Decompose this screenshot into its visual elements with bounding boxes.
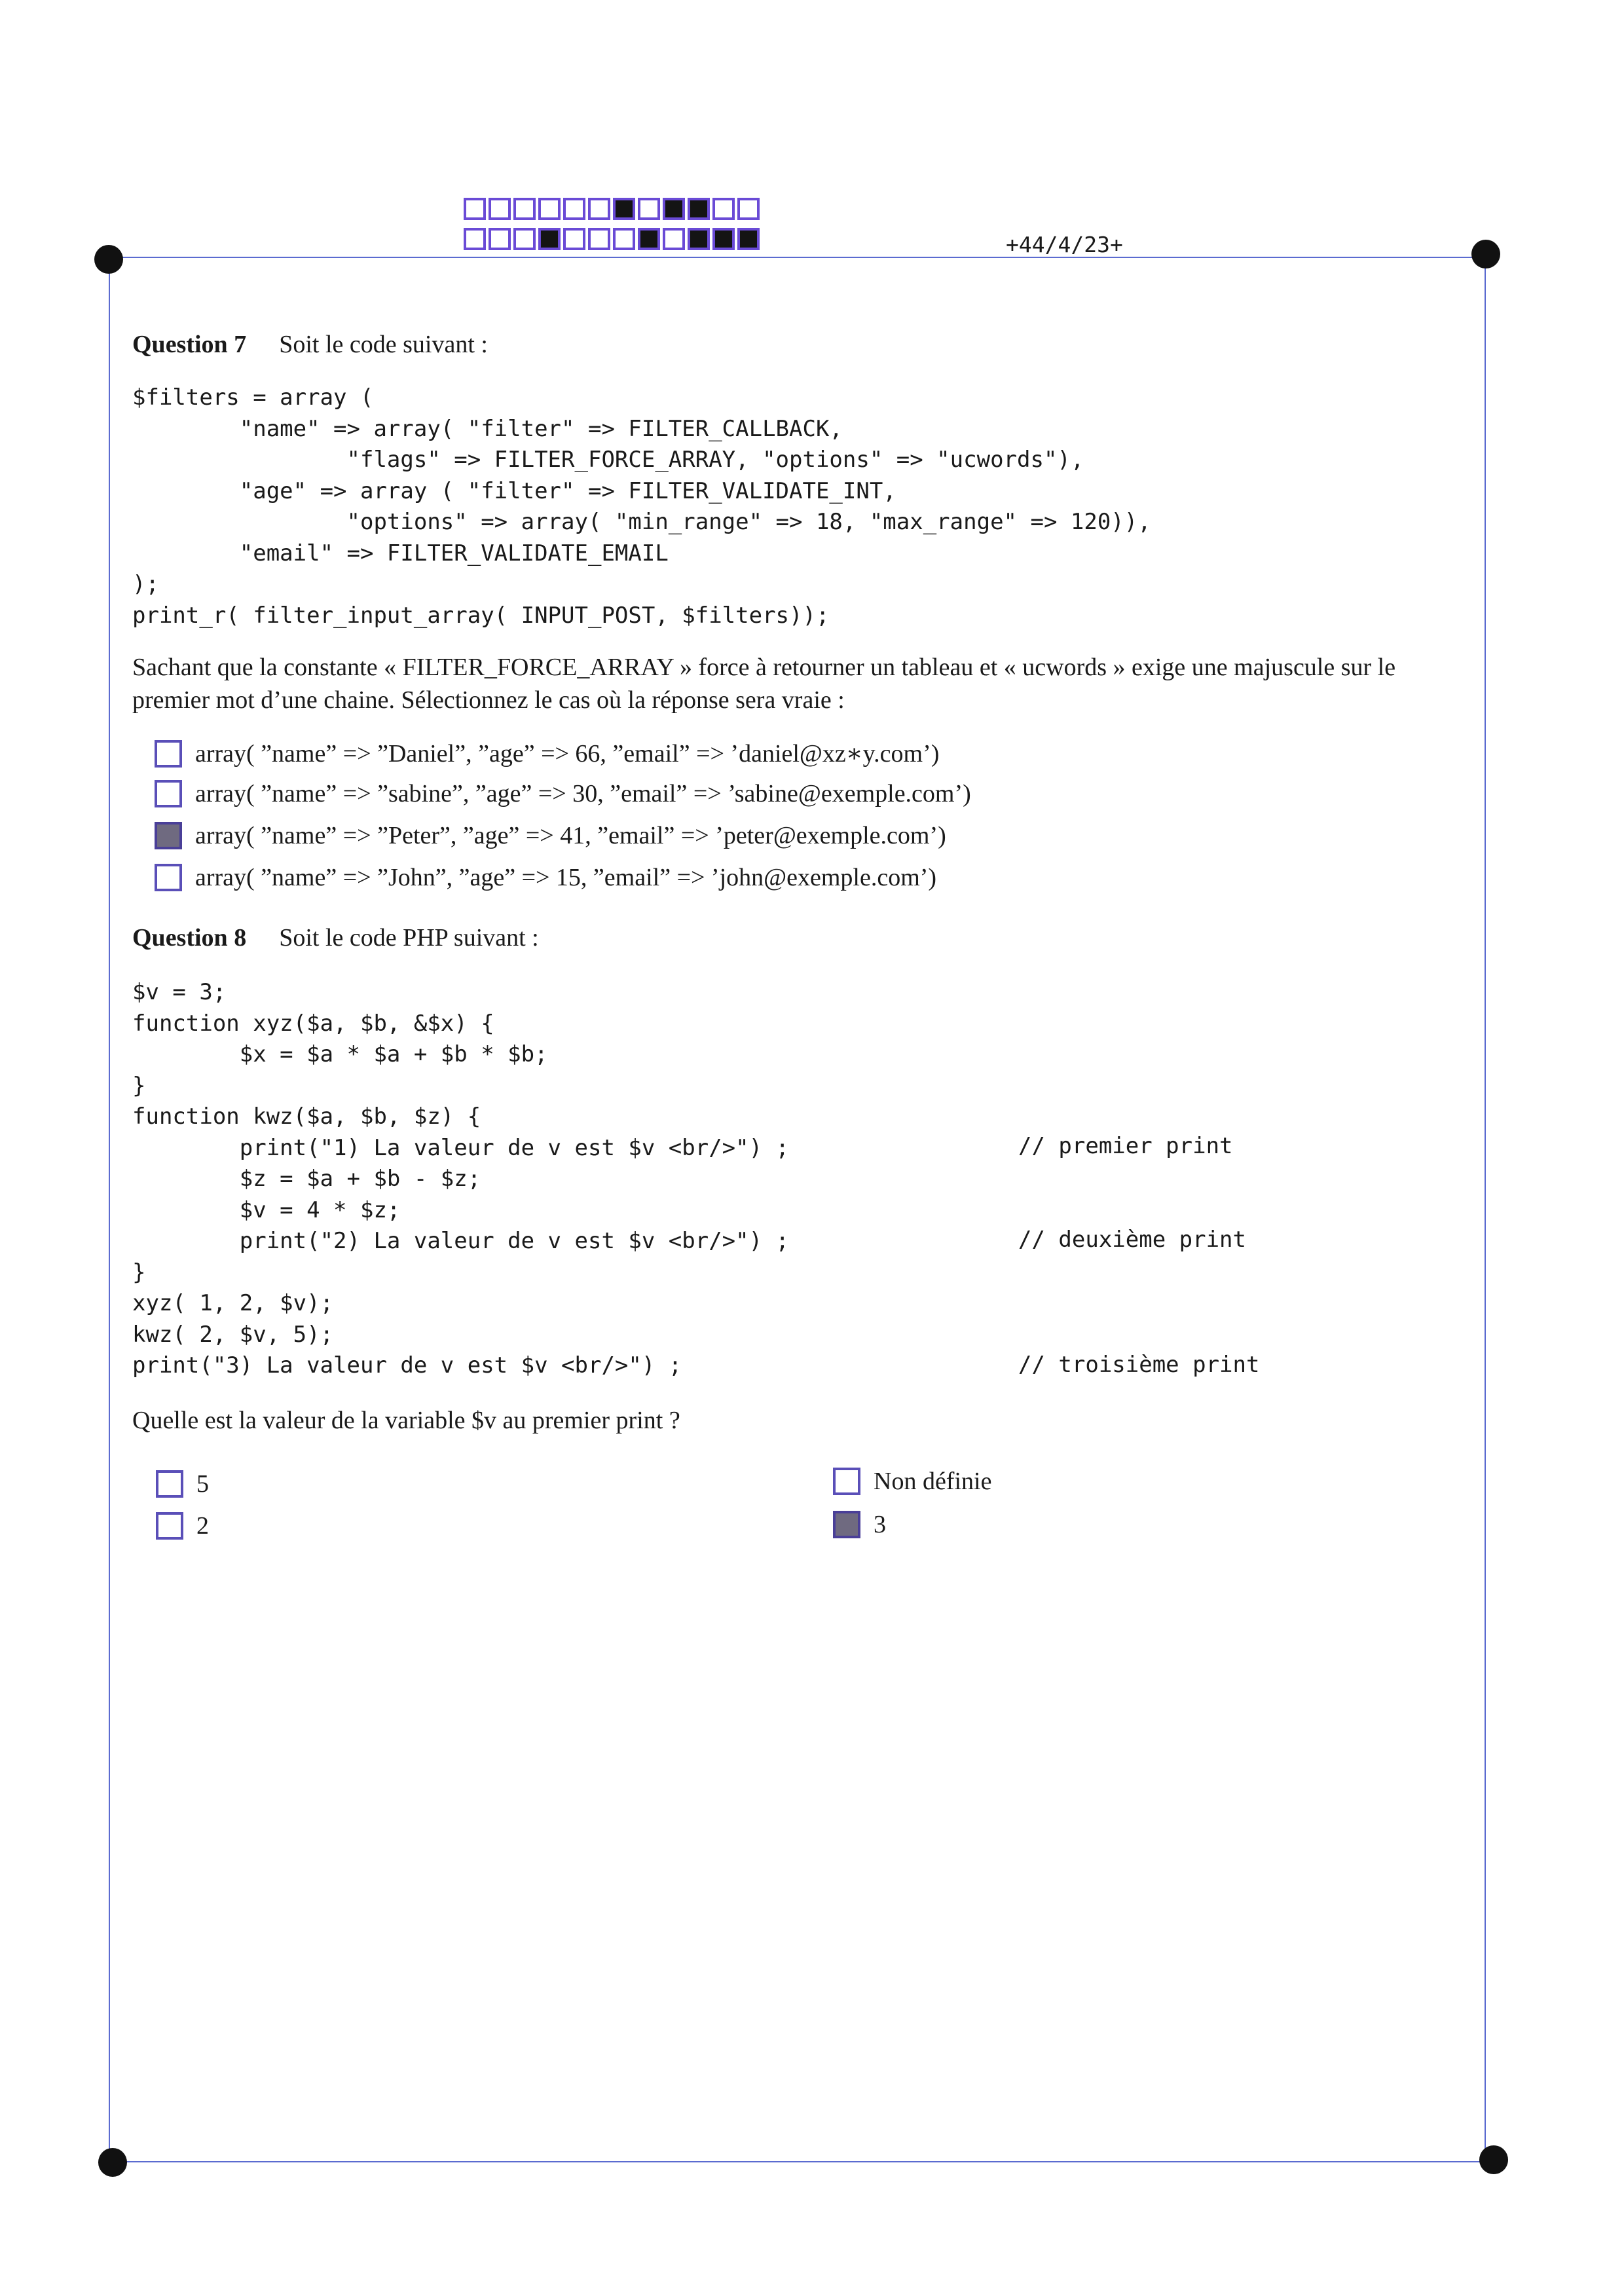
barcode-cell xyxy=(663,198,685,220)
barcode-cell xyxy=(538,198,561,220)
q8-option-non-definie-checkbox[interactable] xyxy=(833,1468,860,1495)
q7-option-2-label: array( ”name” => ”sabine”, ”age” => 30, ”email” => ’sabine@exemple.com’) xyxy=(195,780,971,807)
barcode-cell xyxy=(737,228,760,250)
barcode-cell xyxy=(712,198,735,220)
q8-option-5[interactable] xyxy=(156,1470,209,1498)
q8-option-3-checkbox[interactable] xyxy=(833,1511,860,1538)
barcode-cell xyxy=(588,198,610,220)
barcode-cell xyxy=(538,228,561,250)
q7-option-2[interactable] xyxy=(155,779,971,808)
corner-mark-top-left xyxy=(94,245,123,274)
question-7-code: $filters = array ( "name" => array( "filter" => FILTER_CALLBACK, "flags" => FILTER_FORCE_ARRAY, "options" => "ucwords"), "age" => array ( "filter" => FILTER_VALIDATE_INT, "options" => array( "min_range" => 18, "max_range" => 120)), "email" => FILTER_VALIDATE_EMAIL ); print_r( filter_input_array( INPUT_POST, $filters)); xyxy=(132,384,1151,629)
question-7-header xyxy=(132,330,488,359)
question-7-label: Question 7 xyxy=(132,331,247,358)
barcode-cell xyxy=(613,198,635,220)
question-8-code: $v = 3; function xyz($a, $b, &$x) { $x = $a * $a + $b * $b; } function kwz($a, $b, $z) { print("1) La valeur de v est $v <br/>") ; $z = $a + $b - $z; $v = 4 * $z; print("2) La valeur de v est $v <br/>") ; } xyz( 1, 2, $v); kwz( 2, $v, 5); print("3) La valeur de v est $v <br/>") ; xyxy=(132,979,790,1379)
q8-option-2[interactable] xyxy=(156,1511,209,1540)
question-8-label: Question 8 xyxy=(132,924,247,952)
q7-option-3[interactable] xyxy=(155,821,946,850)
q8-option-non-definie[interactable] xyxy=(833,1467,991,1496)
barcode-cell xyxy=(489,228,511,250)
q7-option-1-label: array( ”name” => ”Daniel”, ”age” => 66, ”email” => ’daniel@xz∗y.com’) xyxy=(195,740,940,768)
comment-deuxieme-print: // deuxième print xyxy=(1018,1227,1246,1253)
q7-option-2-checkbox[interactable] xyxy=(155,780,182,807)
barcode-cell xyxy=(464,198,486,220)
barcode-cell xyxy=(712,228,735,250)
q8-option-5-checkbox[interactable] xyxy=(156,1470,183,1498)
q7-option-1[interactable] xyxy=(155,739,939,768)
q7-option-4-label: array( ”name” => ”John”, ”age” => 15, ”email” => ’john@exemple.com’) xyxy=(195,864,937,891)
question-7-text: Sachant que la constante « FILTER_FORCE_ARRAY » force à retourner un tableau et « ucwords » exige une majuscule sur le premier mot d’une chaine. Sélectionnez le cas où la réponse sera vraie : xyxy=(132,654,1396,714)
barcode-cell xyxy=(688,228,710,250)
q7-option-1-checkbox[interactable] xyxy=(155,740,182,768)
barcode-row-1 xyxy=(464,198,762,220)
corner-mark-bottom-right xyxy=(1479,2145,1508,2174)
q7-option-3-label: array( ”name” => ”Peter”, ”age” => 41, ”email” => ’peter@exemple.com’) xyxy=(195,822,946,849)
barcode-row-2 xyxy=(464,228,762,250)
corner-mark-top-right xyxy=(1471,240,1500,268)
q7-option-3-checkbox[interactable] xyxy=(155,822,182,849)
barcode-cell xyxy=(588,228,610,250)
question-8-header xyxy=(132,923,539,952)
question-7-intro: Soit le code suivant : xyxy=(279,331,488,358)
barcode-cell xyxy=(489,198,511,220)
barcode-cell xyxy=(464,228,486,250)
question-8-text: Quelle est la valeur de la variable $v au premier print ? xyxy=(132,1407,680,1434)
frame-right-line xyxy=(1485,258,1486,2161)
frame-bottom-line xyxy=(113,2161,1494,2162)
corner-mark-bottom-left xyxy=(98,2148,127,2177)
frame-top-line xyxy=(108,257,1485,258)
barcode-cell xyxy=(737,198,760,220)
barcode-cell xyxy=(663,228,685,250)
comment-troisieme-print: // troisième print xyxy=(1018,1352,1260,1378)
comment-premier-print: // premier print xyxy=(1018,1133,1233,1159)
q7-option-4[interactable] xyxy=(155,863,936,892)
q8-option-2-checkbox[interactable] xyxy=(156,1512,183,1540)
question-8-intro: Soit le code PHP suivant : xyxy=(279,924,539,952)
barcode-cell xyxy=(513,198,536,220)
barcode-cell xyxy=(638,198,660,220)
q8-option-non-definie-label: Non définie xyxy=(874,1468,992,1495)
frame-left-line xyxy=(109,258,110,2161)
q8-option-5-label: 5 xyxy=(196,1470,209,1498)
barcode-cell xyxy=(513,228,536,250)
barcode-cell xyxy=(638,228,660,250)
q8-option-3-label: 3 xyxy=(874,1511,886,1538)
page-id: +44/4/23+ xyxy=(1006,232,1123,257)
barcode-cell xyxy=(688,198,710,220)
barcode-cell xyxy=(613,228,635,250)
barcode-cell xyxy=(563,228,585,250)
barcode-cell xyxy=(563,198,585,220)
q8-option-3[interactable] xyxy=(833,1510,886,1539)
q7-option-4-checkbox[interactable] xyxy=(155,864,182,891)
q8-option-2-label: 2 xyxy=(196,1512,209,1540)
